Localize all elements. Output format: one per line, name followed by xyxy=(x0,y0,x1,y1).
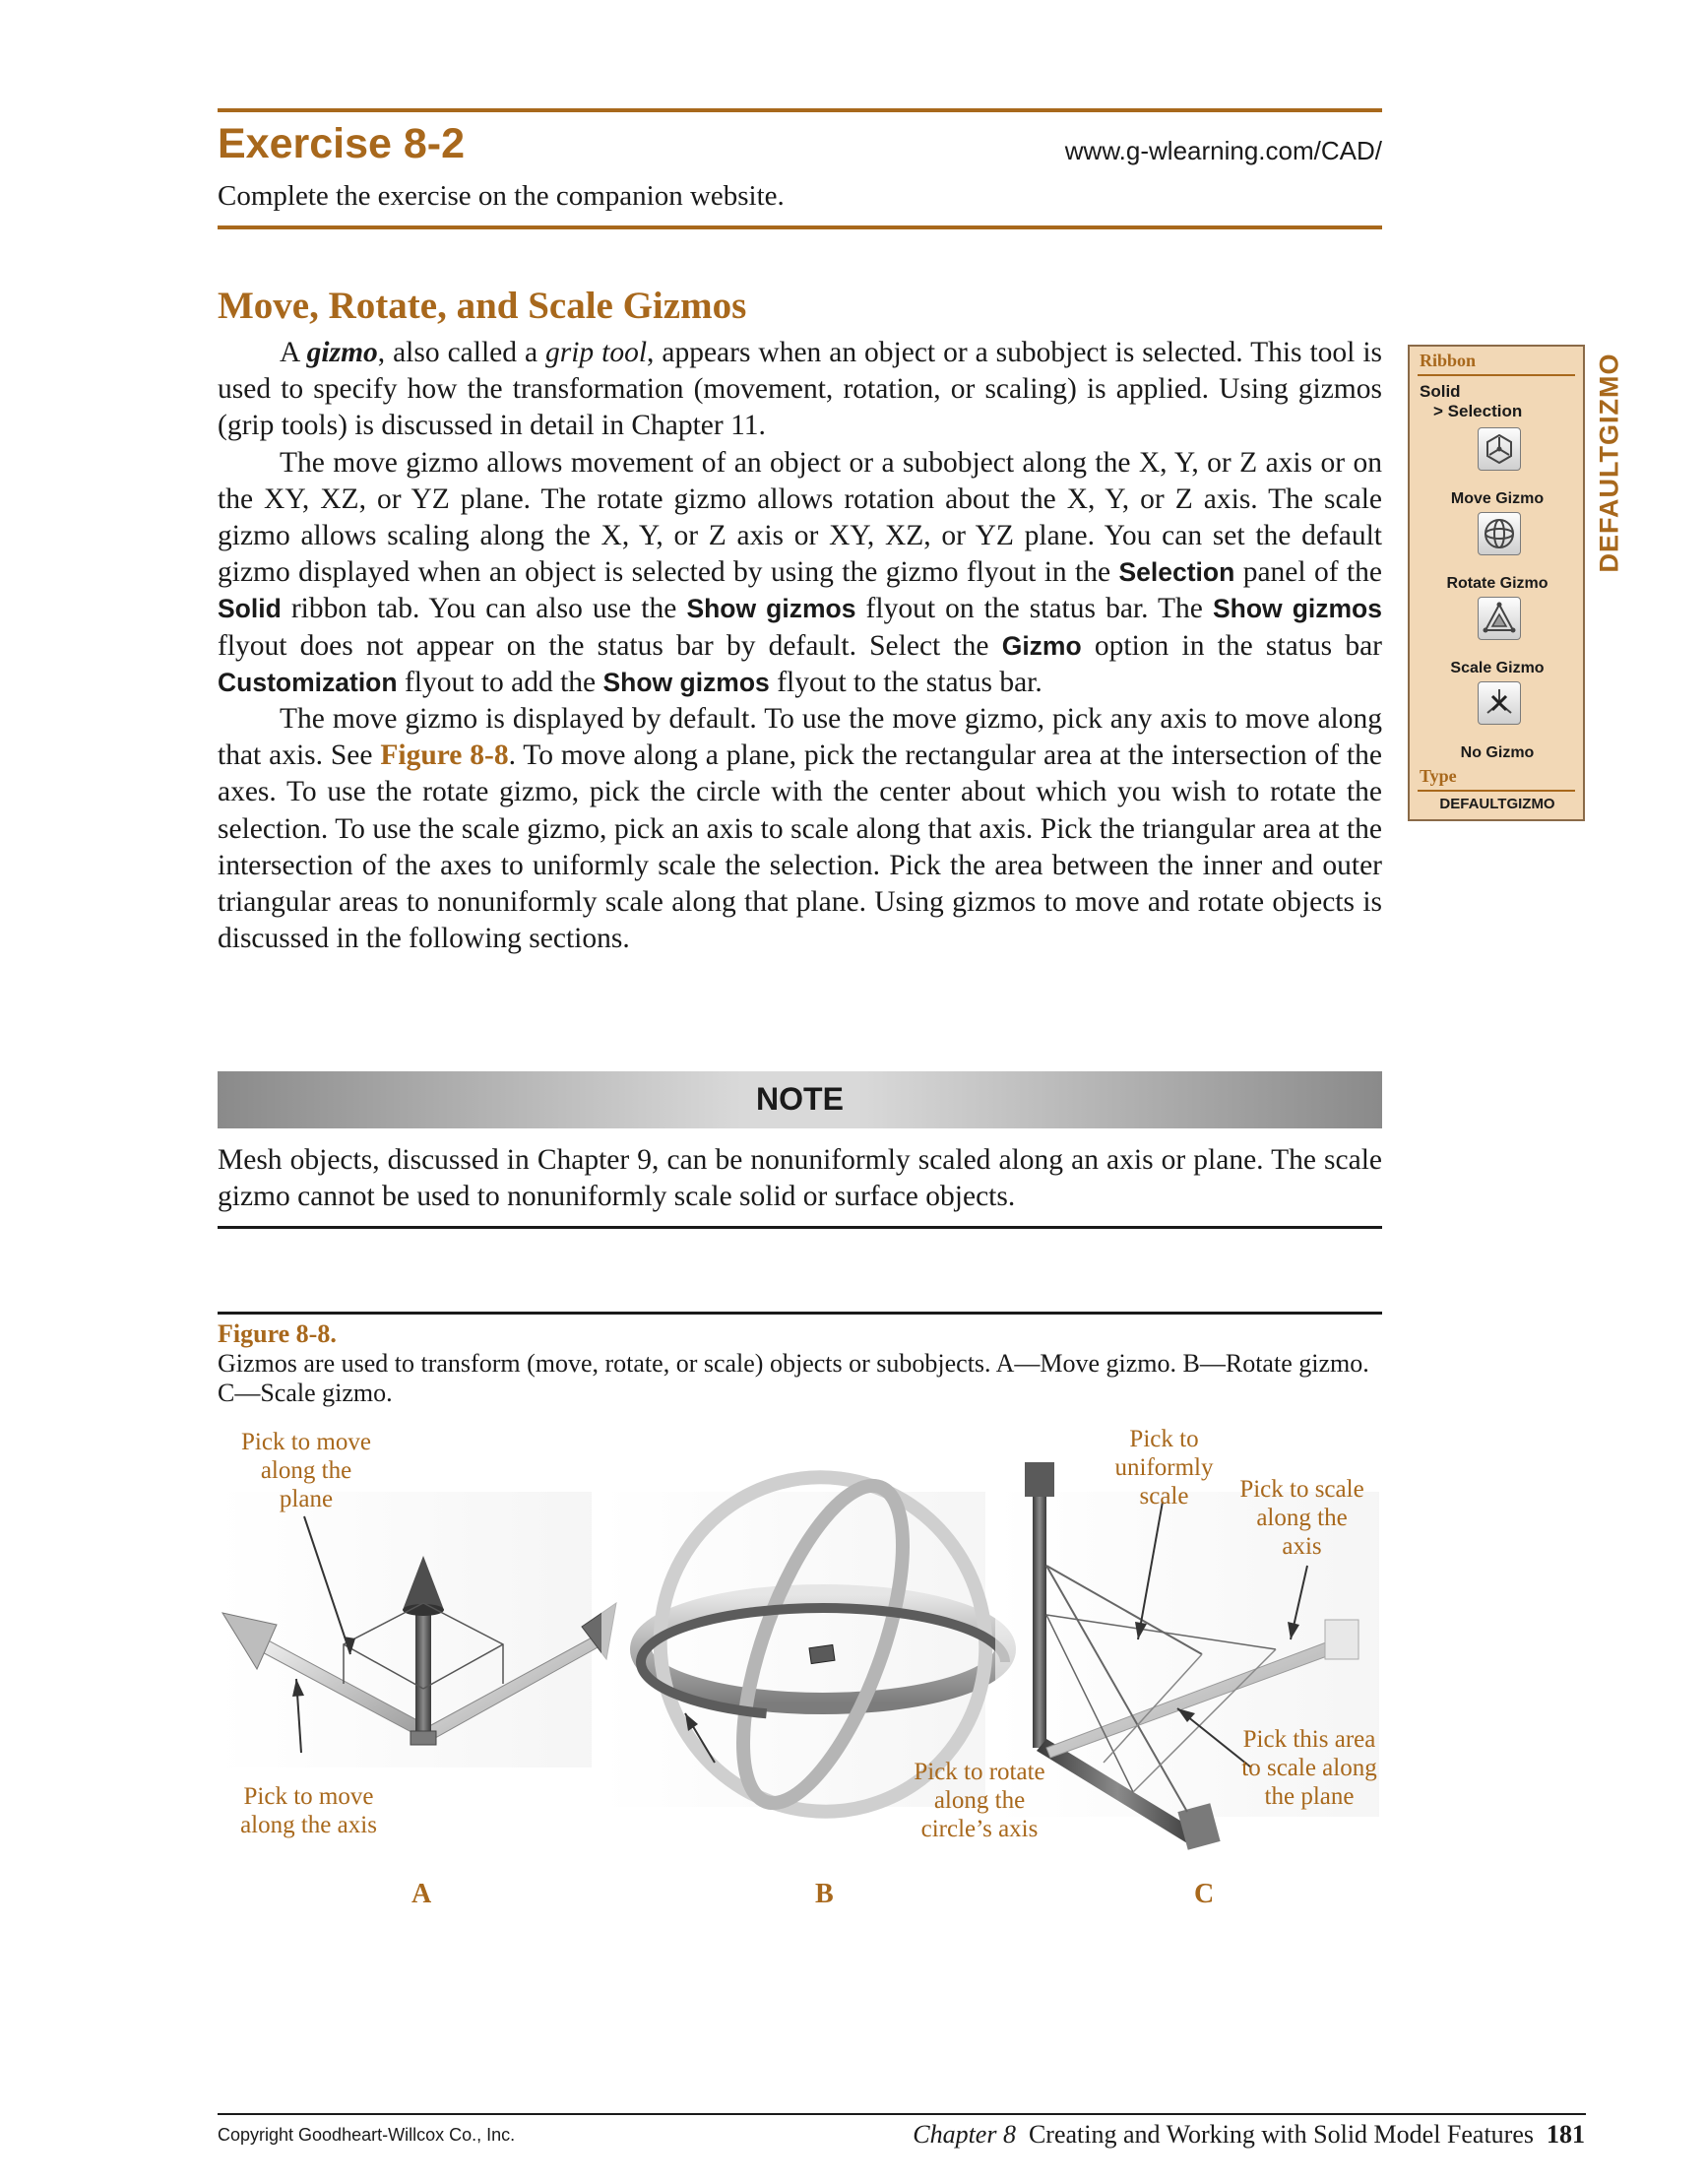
panel-label-a: A xyxy=(411,1879,432,1909)
callout-scale-plane: Pick this area to scale along the plane xyxy=(1241,1726,1377,1810)
footer-rule xyxy=(218,2113,1586,2115)
note-header-bar xyxy=(218,1071,1382,1128)
sidebar-path-solid: Solid xyxy=(1420,382,1461,401)
page-number: 181 xyxy=(1547,2120,1585,2149)
ui-term: Show gizmos xyxy=(602,667,770,697)
text-run: flyout to add the xyxy=(397,666,603,698)
ui-term: Gizmo xyxy=(1001,630,1082,661)
no-gizmo-icon xyxy=(1480,683,1519,723)
ui-term: Solid xyxy=(218,594,282,624)
footer-chapter-title: Creating and Working with Solid Model Features xyxy=(1028,2120,1534,2149)
move-gizmo-icon xyxy=(1480,429,1519,469)
ui-term: Show gizmos xyxy=(686,594,856,624)
paragraph-2 xyxy=(218,445,1382,701)
figure-top-rule xyxy=(218,1312,1382,1315)
figure-caption: Gizmos are used to transform (move, rotate, or scale) objects or subobjects. A—Move gizmo. B—Rotate gizmo. C—Scale gizmo. xyxy=(218,1349,1369,1407)
callout-move-plane: Pick to move along the plane xyxy=(241,1429,371,1512)
sidebar-rule xyxy=(1418,374,1575,376)
sidebar-ribbon-label: Ribbon xyxy=(1420,351,1477,370)
scale-gizmo-icon xyxy=(1480,599,1519,638)
footer-chapter-label: Chapter 8 xyxy=(913,2120,1016,2149)
footer-chapter xyxy=(913,2120,1585,2150)
text-run: , also called a xyxy=(377,337,545,368)
paragraph-3 xyxy=(218,701,1382,957)
figure-label: Figure 8-8. xyxy=(218,1319,337,1348)
callout-scale-uniform: Pick to uniformly scale xyxy=(1114,1426,1214,1510)
callout-rotate-axis: Pick to rotate along the circle’s axis xyxy=(914,1759,1045,1842)
no-gizmo-label: No Gizmo xyxy=(1460,744,1535,761)
exercise-top-rule xyxy=(218,108,1382,112)
rotate-gizmo-button[interactable] xyxy=(1478,512,1521,555)
text-run: The move gizmo is displayed by default. To use the move gizmo, pick any axis to move along that axis. See xyxy=(218,703,1382,772)
note-title: NOTE xyxy=(756,1081,844,1117)
scale-gizmo-button[interactable] xyxy=(1478,597,1521,640)
text-run: flyout does not appear on the status bar by default. Select the xyxy=(218,629,1002,662)
text-run: , appears when an object or a subobject is selected. This tool is used to specify how the transformation (movement, rotation, or scaling) is applied. Using gizmos (grip tools) is discussed in detail in Chapter 11. xyxy=(218,337,1382,442)
exercise-description: Complete the exercise on the companion website. xyxy=(218,180,785,212)
text-run: . To move along a plane, pick the rectangular area at the intersection of the axes. To use the rotate gizmo, pick the circle with the center about which you wish to rotate the selection. To use the scale gizmo, pick an axis to scale along that axis. Pick the triangular area at the intersection of the axes to uniformly scale the selection. Pick the area between the inner and outer triangular areas to nonuniformly scale along that plane. Using gizmos to move and rotate objects is discussed in the following sections. xyxy=(218,739,1382,955)
panel-label-b: B xyxy=(815,1879,834,1909)
exercise-url[interactable]: www.g-wlearning.com/CAD/ xyxy=(1064,136,1382,165)
sidebar-path-selection: > Selection xyxy=(1433,402,1523,420)
move-gizmo-figure xyxy=(218,1492,616,1767)
term-gizmo: gizmo xyxy=(306,337,378,368)
note-bottom-rule xyxy=(218,1226,1382,1229)
body-text xyxy=(218,335,1382,957)
ui-term: Selection xyxy=(1118,557,1235,588)
text-run: A xyxy=(280,337,307,368)
footer-copyright: Copyright Goodheart-Willcox Co., Inc. xyxy=(218,2125,516,2145)
no-gizmo-button[interactable] xyxy=(1478,681,1521,725)
command-tab-label: DEFAULTGIZMO xyxy=(1594,353,1624,573)
scale-gizmo-label: Scale Gizmo xyxy=(1450,660,1545,676)
text-run: ribbon tab. You can also use the xyxy=(281,593,687,625)
move-gizmo-button[interactable] xyxy=(1478,427,1521,471)
text-run: The move gizmo allows movement of an object or a subobject along the X, Y, or Z axis or on the XY, XZ, or YZ plane. The rotate gizmo allows rotation about the X, Y, or Z axis. The scale gizmo allows scaling along the X, Y, or Z axis or XY, XZ, or YZ plane. You can set the default gizmo displayed when an object is selected by using the gizmo flyout in the xyxy=(218,446,1382,589)
paragraph-1 xyxy=(218,335,1382,445)
text-run: panel of the xyxy=(1234,556,1382,589)
ribbon-reference-sidebar xyxy=(1408,345,1585,821)
sidebar-type-label: Type xyxy=(1420,766,1457,786)
exercise-title: Exercise 8-2 xyxy=(218,120,466,167)
note-text: Mesh objects, discussed in Chapter 9, can be nonuniformly scaled along an axis or plane. The scale gizmo cannot be used to nonuniformly scale solid or surface objects. xyxy=(218,1144,1382,1212)
figure-reference-link[interactable]: Figure 8-8 xyxy=(380,739,509,772)
text-run: flyout on the status bar. The xyxy=(855,593,1213,625)
callout-move-axis: Pick to move along the axis xyxy=(240,1783,377,1838)
sidebar-rule xyxy=(1418,790,1575,792)
move-gizmo-label: Move Gizmo xyxy=(1450,490,1545,507)
text-run: flyout to the status bar. xyxy=(769,666,1043,698)
section-title: Move, Rotate, and Scale Gizmos xyxy=(218,285,747,327)
exercise-bottom-rule xyxy=(218,225,1382,229)
ui-term: Show gizmos xyxy=(1212,594,1382,624)
term-grip-tool: grip tool xyxy=(545,337,648,368)
rotate-gizmo-icon xyxy=(1480,514,1519,553)
command-tab-vertical xyxy=(1589,345,1630,581)
sidebar-type-value: DEFAULTGIZMO xyxy=(1439,796,1555,812)
panel-label-c: C xyxy=(1194,1879,1215,1909)
ui-term: Customization xyxy=(218,667,398,697)
rotate-gizmo-label: Rotate Gizmo xyxy=(1446,575,1548,592)
text-run: option in the status bar xyxy=(1081,629,1382,662)
callout-scale-axis: Pick to scale along the axis xyxy=(1239,1476,1364,1560)
